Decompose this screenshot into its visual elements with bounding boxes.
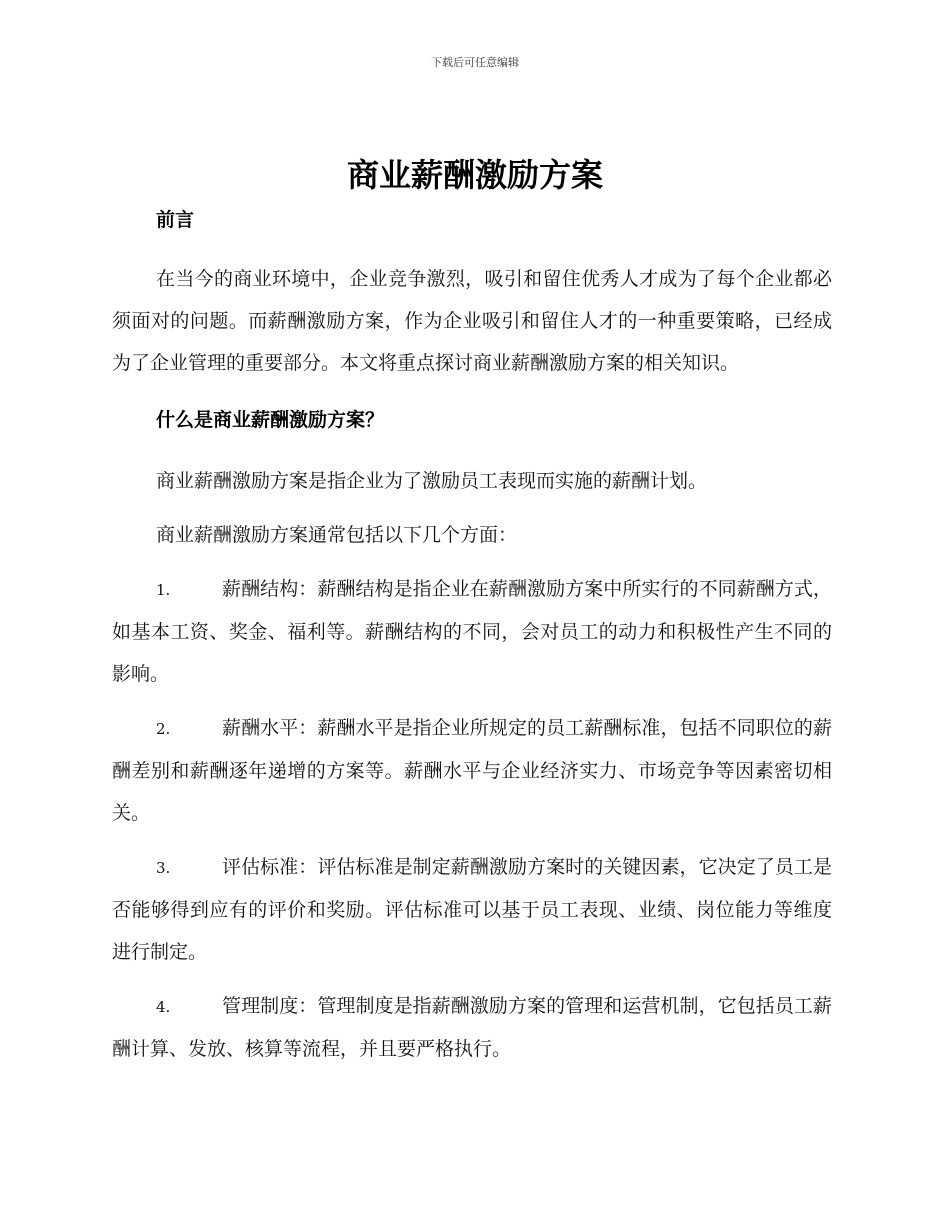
preface-paragraph: 在当今的商业环境中，企业竞争激烈，吸引和留住优秀人才成为了每个企业都必须面对的问题。而薪酬激励方案，作为企业吸引和留住人才的一种重要策略，已经成为了企业管理的重要部分。本文将重点探讨商业薪酬激励方案的相关知识。 — [112, 268, 832, 374]
list-item-text: 薪酬水平：薪酬水平是指企业所规定的员工薪酬标准，包括不同职位的薪酬差别和薪酬逐年递增的方案等。薪酬水平与企业经济实力、市场竞争等因素密切相关。 — [112, 717, 832, 824]
list-item — [112, 707, 832, 834]
header-note: 下载后可任意编辑 — [431, 56, 519, 69]
list-item-number: 1. — [156, 581, 171, 599]
document-body — [112, 200, 832, 1070]
list-item-number: 4. — [156, 998, 171, 1016]
list-item — [112, 985, 832, 1070]
what-paragraph-1: 商业薪酬激励方案是指企业为了激励员工表现而实施的薪酬计划。 — [156, 470, 708, 492]
preface-heading: 前言 — [156, 209, 195, 231]
document-title: 商业薪酬激励方案 — [346, 156, 603, 194]
list-item-text: 薪酬结构：薪酬结构是指企业在薪酬激励方案中所实行的不同薪酬方式，如基本工资、奖金、福利等。薪酬结构的不同，会对员工的动力和积极性产生不同的影响。 — [112, 578, 832, 685]
list-item — [112, 568, 832, 695]
section-heading-what: 什么是商业薪酬激励方案？ — [156, 409, 385, 431]
list-item — [112, 846, 832, 973]
list-item-text: 评估标准：评估标准是制定薪酬激励方案时的关键因素，它决定了员工是否能够得到应有的评价和奖励。评估标准可以基于员工表现、业绩、岗位能力等维度进行制定。 — [112, 856, 832, 963]
what-paragraph-2: 商业薪酬激励方案通常包括以下几个方面： — [156, 524, 518, 546]
list-item-text: 管理制度：管理制度是指薪酬激励方案的管理和运营机制，它包括员工薪酬计算、发放、核算等流程，并且要严格执行。 — [112, 995, 832, 1060]
list-item-number: 2. — [156, 720, 171, 738]
list-item-number: 3. — [156, 859, 171, 877]
